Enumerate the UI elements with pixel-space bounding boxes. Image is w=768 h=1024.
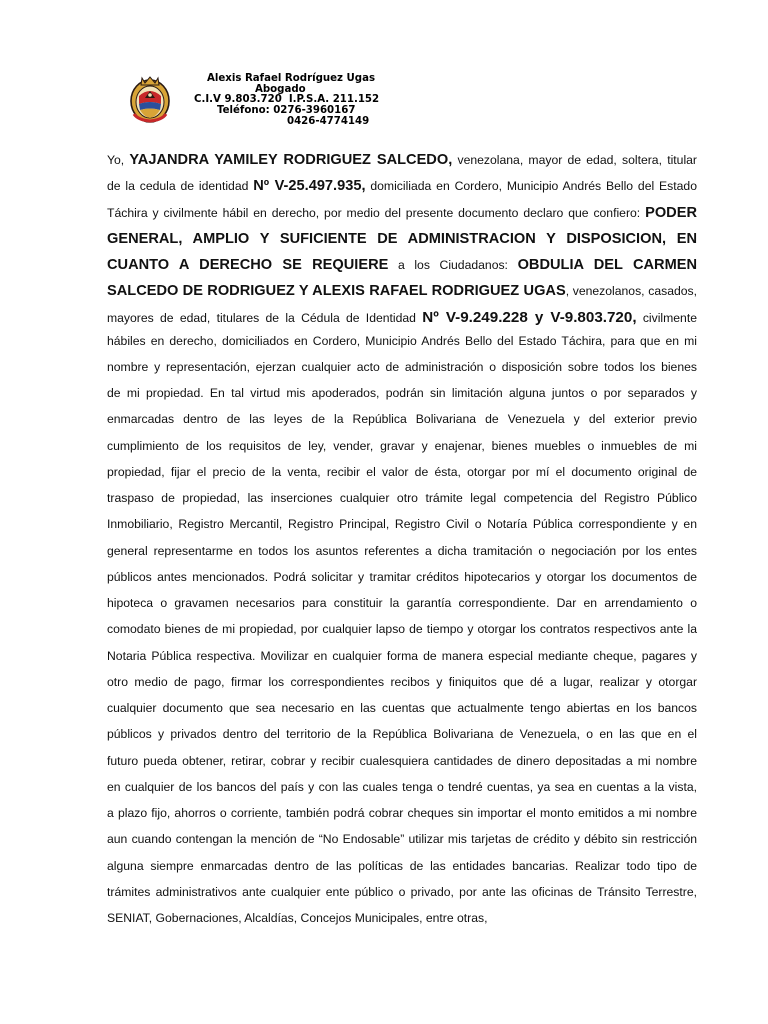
body-text: futuro pueda obtener, retirar, cobrar y recibir cualesquiera cantidades de dinero depositadas a mi nombre — [107, 753, 697, 768]
body-line — [107, 564, 697, 590]
bold-text: SALCEDO DE RODRIGUEZ Y ALEXIS RAFAEL RODRIGUEZ UGAS — [107, 283, 566, 300]
body-text: mayores de edad, titulares de la Cédula de Identidad — [107, 310, 423, 325]
bold-text: GENERAL, AMPLIO Y SUFICIENTE DE ADMINISTRACION Y DISPOSICION, EN — [107, 230, 697, 247]
body-text: nombre y representación, ejerzan cualquier acto de administración o disposición sobre todos los bienes — [107, 359, 697, 374]
body-text: Inmobiliario, Registro Mercantil, Registro Principal, Registro Civil o Notaría Pública correspondiente y en — [107, 517, 697, 532]
bold-text: OBDULIA DEL CARMEN — [517, 257, 698, 273]
body-line — [107, 147, 697, 173]
body-line — [107, 905, 697, 931]
bold-text: Nº V-9.249.228 y V-9.803.720, — [422, 308, 637, 326]
body-text: públicos y privados dentro del territorio de la República Bolivariana de Venezuela, o en las que en el — [107, 727, 697, 742]
letterhead — [128, 74, 508, 134]
bold-text: PODER — [645, 204, 697, 221]
body-line — [107, 354, 697, 380]
body-text: de mi propiedad. En tal virtud mis apoderados, podrán sin limitación alguna juntos o por separados y — [107, 386, 697, 400]
body-text: civilmente — [636, 310, 697, 325]
body-line — [107, 800, 697, 826]
body-text: venezolana, mayor de edad, soltera, titular — [452, 153, 697, 167]
body-text: Yo, — [107, 153, 130, 167]
body-line — [107, 774, 697, 800]
body-line — [107, 879, 697, 905]
body-line — [107, 433, 697, 459]
letterhead-text — [190, 74, 490, 128]
bold-text: Nº V-25.497.935, — [253, 178, 366, 195]
body-text: a plazo fijo, ahorros o corriente, también podrá cobrar cheques sin importar el monto emitidos a mi nombre — [107, 806, 697, 820]
body-text: general representarme en todos los asuntos referentes a dicha tramitación o negociación por los entes — [107, 543, 697, 558]
body-text: SENIAT, Gobernaciones, Alcaldías, Concejos Municipales, entre otras, — [107, 911, 488, 925]
body-line — [107, 328, 697, 354]
body-text: traspaso de propiedad, las inserciones cualquier otro trámite legal competencia del Registro Público — [107, 491, 697, 505]
body-text: trámites administrativos ante cualquier ente público o privado, por ante las oficinas de Tránsito Terrestre, — [107, 884, 697, 899]
body-line — [107, 669, 697, 695]
body-text: Notaria Pública respectiva. Movilizar en cualquier forma de manera especial mediante cheque, pagares y — [107, 648, 697, 663]
body-line — [107, 695, 697, 721]
body-text: de la cedula de identidad — [107, 179, 254, 194]
body-line — [107, 748, 697, 774]
body-line — [107, 252, 697, 278]
lawyer-title: Abogado — [255, 83, 306, 95]
body-text: propiedad, fijar el precio de la venta, recibir el valor de ésta, otorgar por mí el documento original de — [107, 464, 697, 479]
body-line — [107, 173, 697, 199]
body-line — [107, 406, 697, 432]
body-line — [107, 278, 697, 304]
body-line — [107, 826, 697, 852]
body-line — [107, 643, 697, 669]
body-text: enmarcadas dentro de las leyes de la República Bolivariana de Venezuela y del exterior previo — [107, 412, 697, 427]
body-text: hábiles en derecho, domiciliados en Cordero, Municipio Andrés Bello del Estado Táchira, para que en mi — [107, 333, 697, 348]
body-line — [107, 721, 697, 747]
body-line — [107, 853, 697, 879]
bold-text: CUANTO A DERECHO SE REQUIERE — [107, 257, 389, 273]
body-text: , venezolanos, casados, — [565, 284, 698, 299]
body-text: hipoteca o gravamen necesarios para constituir la garantía correspondiente. Dar en arrendamiento o — [107, 596, 697, 610]
power-of-attorney-body — [107, 147, 697, 931]
body-text: públicos antes mencionados. Podrá solicitar y tramitar créditos hipotecarios y otorgar los documentos de — [107, 569, 697, 584]
lawyer-phone-mobile: 0426-4774149 — [287, 115, 370, 127]
body-text: Táchira y civilmente hábil en derecho, por medio del presente documento declaro que confiero: — [107, 205, 646, 220]
body-line — [107, 538, 697, 564]
body-line — [107, 616, 697, 642]
body-line — [107, 459, 697, 485]
body-text: cualquier documento que sea necesario en las cuentas que actualmente tengo abiertas en los bancos — [107, 701, 697, 715]
body-text: alguna siempre enmarcadas dentro de las políticas de las entidades bancarias. Realizar todo tipo de — [107, 858, 697, 873]
body-text: aun cuando contengan la mención de “No Endosable” utilizar mis tarjetas de crédito y débito sin restricción — [107, 832, 697, 847]
body-line — [107, 511, 697, 537]
lawyer-registration: C.I.V 9.803.720 I.P.S.A. 211.152 — [194, 94, 380, 106]
body-line — [107, 380, 697, 406]
body-text: en cualquier de los bancos del país y con las cuales tenga o tendré cuentas, ya sea en cuentas a la vista, — [107, 779, 697, 794]
body-text: cumplimiento de los requisitos de ley, vender, gravar y enajenar, bienes muebles o inmuebles de mi — [107, 438, 697, 453]
body-line — [107, 590, 697, 616]
bold-text: YAJANDRA YAMILEY RODRIGUEZ SALCEDO, — [129, 152, 453, 168]
body-line — [107, 200, 697, 226]
lawyer-name: Alexis Rafael Rodríguez Ugas — [207, 73, 376, 84]
lawyer-phone: Teléfono: 0276-3960167 — [217, 105, 356, 117]
body-line — [107, 485, 697, 511]
coat-of-arms-seal-icon — [128, 74, 172, 124]
body-line — [107, 305, 697, 328]
body-text: otro medio de pago, firmar los correspondientes recibos y finiquitos que dé a lugar, realizar y otorgar — [107, 674, 697, 689]
body-text: comodato bienes de mi propiedad, por cualquier lapso de tiempo y otorgar los contratos respectivos ante la — [107, 622, 697, 637]
body-text: a los Ciudadanos: — [388, 258, 518, 272]
body-line — [107, 226, 697, 252]
body-text: domiciliada en Cordero, Municipio Andrés Bello del Estado — [365, 179, 697, 194]
